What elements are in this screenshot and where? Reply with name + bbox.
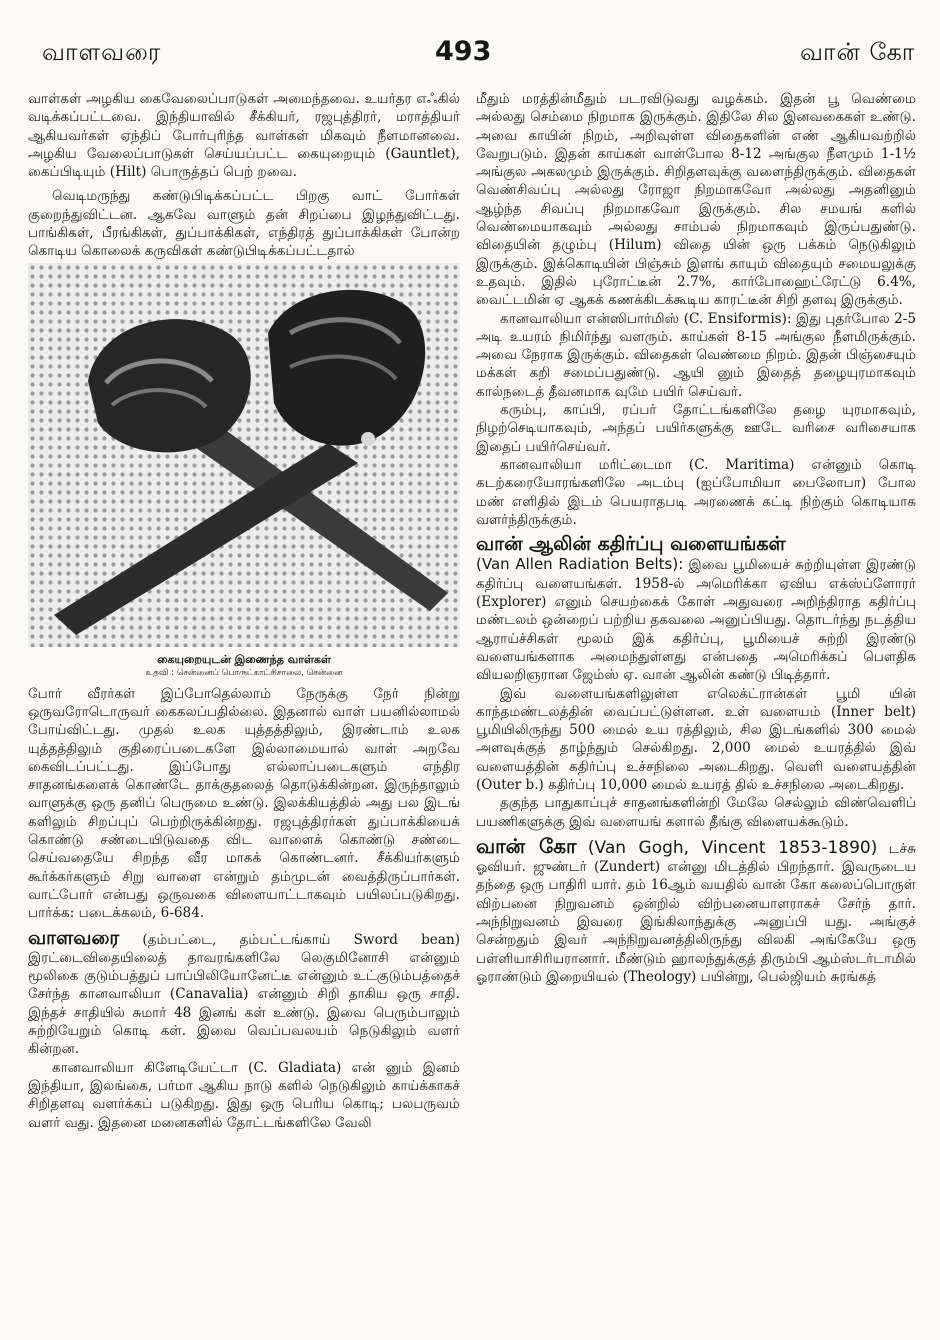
entry-van-allen	[476, 535, 916, 684]
page-number: 493	[435, 36, 492, 67]
entry-title-van-allen: வான் ஆலின் கதிர்ப்பு வளையங்கள்	[476, 533, 786, 556]
running-head-left: வாளவரை	[42, 38, 162, 66]
paragraph-astronaut-danger: தகுந்த பாதுகாப்புச் சாதனங்களின்றி மேலே செல்லும் விண்வெளிப் பயணிகளுக்கு இவ் வளையங் களால் தீங்கு விளையக்கூடும்.	[476, 795, 916, 830]
entry-latin-van-allen: (Van Allen Radiation Belts):	[476, 555, 684, 574]
entry-latin-van-gogh: (Van Gogh, Vincent 1853-1890)	[587, 837, 878, 858]
figure-credit: உதவி : சென்னைப் பொருட்காட்சிசாலை, சென்னை	[145, 667, 343, 678]
entry-van-gogh	[476, 833, 917, 986]
paragraph-swords-description: வாள்கள் அழகிய கைவேலைப்பாடுகள் அமைந்தவை. உயர்தர எஃகில் வடிக்கப்பட்டவை. இந்தியாவில் சீக்கியர், ரஜபுத்திரர், மராத்தியர் ஆகியவர்கள் ஏந்திப் போர்புரிந்த வாள்கள் மிகவும் நீளமானவை. அழகிய வேலைப்பாடுகள் செய்யப்பட்ட கையுறையும் (Gauntlet), கைப்பிடியும் (Hilt) பொருத்தப் பெற் றவை.	[28, 91, 460, 181]
entry-title-van-gogh: வான் கோ	[476, 833, 577, 858]
right-column	[476, 90, 916, 986]
entry-valavarai	[28, 926, 461, 1059]
figure-caption: கையுறையுடன் இணைந்த வாள்கள்	[157, 652, 331, 666]
paragraph-bean-description: மீதும் மரத்தின்மீதும் படரவிடுவது வழக்கம். இதன் பூ வெண்மை அல்லது செம்மை நிறமாக இருக்கும். இதிலே சில இனவகைகள் உண்டு. அவை காயின் நிறம், அறிவுள்ள விதைகளின் எண் ஆகியவற்றில் வேறுபடும். இதன் காய்கள் வாள்போல 8-12 அங்குல நீளமும் 1-1½ அங்குல அகலமும் இருக்கும். சிறிதளவுக்கு வளைந்திருக்கும். விதைகள் வெண்சிவப்பு அல்லது ரோஜா நிறமாகவோ அல்லது அதனினும் ஆழ்ந்த சிவப்பு நிறமாகவோ இருக்கும். சில சமயங் களில் வெண்மையாகவும் அல்லது சாம்பல் நிறமாகவும் இருப்பதுண்டு. விதையின் தழும்பு (Hilum) விதை யின் ஒரு பக்கம் நெடுகிலும் இருக்கும். இக்கொடியின் பிஞ்சும் இளங் காயும் விதையும் சமையலுக்கு உதவும். இதில் புரோட்டீன் 2.7%, கார்போஹைட்ரேட்டு 6.4%, வைட்டமின் ஏ ஆகக் கணக்கிடக்கூடிய காரட்டீன் சிறி தளவு இருக்கும்.	[476, 91, 916, 309]
entry-text-van-allen: இவை பூமியைச் சுற்றியுள்ள இரண்டு கதிர்ப்பு வளையங்கள். 1958-ல் அமெரிக்கா ஏவிய எக்ஸ்ப்ளோரர் (Explorer) எனும் செயற்கைக் கோள் அதுவரை அறிந்திராத கதிர்ப்பு மண்டலம் ஒன்றைப் பற்றிய தகவலை அனுப்பியது. தொடர்ந்து நடத்திய ஆராய்ச்சிகள் மூலம் இக் கதிர்ப்பு, பூமியைச் சுற்றி இரண்டு வளையங்களாக அமைந்துள்ளது என்பதை அமெரிக்கப் பௌதிக வியலறிஞரான ஜேம்ஸ் ஏ. வான் ஆலின் கண்டு பிடித்தார்.	[476, 557, 916, 684]
running-head-right: வான் கோ	[800, 38, 916, 66]
paragraph-ensiformis: கானவாலியா என்ஸிபார்மிஸ் (C. Ensiformis): இது புதர்போல 2-5 அடி உயரம் நிமிர்ந்து வளரும். காய்கள் 8-15 அங்குல நீளமிருக்கும். அவை நேராக இருக்கும். விதைகள் வெண்மை நிறம். இதன் பிஞ்சையும் மக்கள் கறி சமைப்பதுண்டு. ஆயி னும் இதைத் தழையுரமாகவும் கால்நடைத் தீவனமாக வுமே பயிர் செய்வர்.	[476, 310, 916, 400]
left-column	[28, 90, 460, 1132]
page-header	[0, 0, 940, 70]
figure-crossed-swords	[28, 263, 460, 647]
paragraph-maritima: கானவாலியா மரிட்டைமா (C. Maritima) என்னும் கொடி கடற்கரையோரங்களிலே அடம்பு (ஐப்போமியா பைலோபா) போல மண் எளிதில் இடம் பெயராதபடி அரணைக் கட்டி நிற்கும் கொடியாக வளர்ந்திருக்கும்.	[476, 456, 916, 528]
hilt-pommel	[361, 432, 375, 446]
paragraph-decline-of-swords: வெடிமருந்து கண்டுபிடிக்கப்பட்ட பிறகு வாட் போர்கள் குறைந்துவிட்டன. ஆகவே வாளும் தன் சிறப்பை இழந்துவிட்டது. பாங்கிகள், பீரங்கிகள், துப்பாக்கிகள், எந்திரத் துப்பாக்கிகள் போன்ற கொடிய கொலைக் கருவிகள் கண்டுபிடிக்கப்பட்டதால்	[28, 188, 460, 260]
paragraph-plantations: கரும்பு, காப்பி, ரப்பர் தோட்டங்களிலே தழை யுரமாகவும், நிழற்செடியாகவும், அந்தப் பயிர்களுக்கு ஊடே வரிசை வரிசையாக இதைப் பயிர்செய்வர்.	[476, 402, 916, 455]
paragraph-belt-electrons: இவ் வளையங்களிலுள்ள எலெக்ட்ரான்கள் பூமி யின் காந்தமண்டலத்தின் வைப்பட்டுள்ளன. உள் வளையம் (Inner belt) பூமியிலிருந்து 500 மைல் உய ரத்திலும், சில இடங்களில் 300 மைல் அளவுக்குத் தாழ்ந்தும் செல்கிறது. 2,000 மைல் உயரத்தில் இவ் வளையத்தின் கதிர்ப்பு உச்சநிலை அடைகிறது. வெளி வளையத்தின் (Outer b.) கதிர்ப்பு 10,000 மைல் உயரத் தில் உச்சநிலை அடைகிறது.	[476, 685, 916, 793]
crossed-swords-photo	[28, 263, 460, 647]
entry-text-van-gogh: டச்சு ஓவியர். ஜுண்டர் (Zundert) என்னு மிடத்தில் பிறந்தார். இவருடைய தந்தை ஒரு பாதிரி யார். தம் 16ஆம் வயதில் வான் கோ கலைப்பொருள் விற்பனை நிறுவனம் ஒன்றில் விற்பனையாளராகச் சேர்ந் தார். அந்நிறுவனம் இவரை இங்கிலாந்துக்கு அனுப்பி யது. அங்குச் சென்றதும் இவர் அந்நிறுவனத்திலிருந்து விலகி அங்கேயே ஒரு பள்ளியாசிரியரானார். மீண்டும் ஹாலந்துக்குத் திரும்பி ஆம்ஸ்டர்டாமில் ஓராண்டும் இறையியல் (Theology) பயின்று, பெல்ஜியம் சுரங்கத்	[476, 840, 917, 985]
paragraph-warriors: போர் வீரர்கள் இப்போதெல்லாம் நேருக்கு நேர் நின்று ஒருவரோடொருவர் கைகலப்பதில்லை. இதனால் வாள் பயனில்லாமல் போய்விட்டது. முதல் உலக யுத்தத்திலும், இரண்டாம் உலக யுத்தத்திலும் குதிரைப்படைகளே இல்லாமையால் வாள் அறவே கைவிடப்பட்டது. இப்போது எல்லாப்படைகளும் எந்திர சாதனங்களைக் கொண்டே தாக்குதலைத் தொடுக்கின்றன. இருந்தாலும் வாளுக்கு ஒரு தனிப் பெருமை உண்டு. இலக்கியத்தில் அது பல இடங் களிலும் சிறப்புப் பெற்றிருக்கின்றது. ரஜபுத்திரர்கள் துப்பாக்கியைக் கொண்டு சண்டையிடுவதை விட வாளைக் கொண்டு சண்டை செய்வதையே சிறந்த வீர மாகக் கொண்டனர். சீக்கியர்களும் கூர்க்கர்களும் சிறு வாளை என்றும் தம்முடன் வைத்திருப்பார்கள். வாட்போர் என்பது ஒருவகை விளையாட்டாகவும் பயிலப்படுகிறது. பார்க்க: படைக்கலம், 6-684.	[28, 685, 460, 922]
entry-title-valavarai: வாளவரை	[28, 926, 120, 949]
entry-text-valavarai: (தம்பட்டை, தம்பட்டங்காய் Sword bean) இரட்டைவிதையிலைத் தாவரங்களிலே லெகுமினோசி என்னும் மூலிகை குடும்பத்துப் பாப்பிலியோனேட்டீ என்னும் உட்குடும்பத்தைச் சேர்ந்த கானவாலியா (Canavalia) என்னும் சிறி தாகிய ஒரு சாதி. இந்தச் சாதியில் சுமார் 48 இனங் கள் உண்டு. இவை பெரும்பாலும் சுற்றியேறும் கொடி கள். இவை வெப்பவலயம் நெடுகிலும் வளர் கின்றன.	[28, 931, 461, 1058]
paragraph-gladiata: கானவாலியா கிளேடியேட்டா (C. Gladiata) என் னும் இனம் இந்தியா, இலங்கை, பர்மா ஆகிய நாடு களில் நெடுகிலும் காய்க்காகச் சிறிதளவு வளர்க்கப் படுகிறது. இது ஒரு பெரிய கொடி; பலபருவம் வளர் வது. இதனை மனைகளில் தோட்டங்களிலே வேலி	[28, 1059, 460, 1131]
